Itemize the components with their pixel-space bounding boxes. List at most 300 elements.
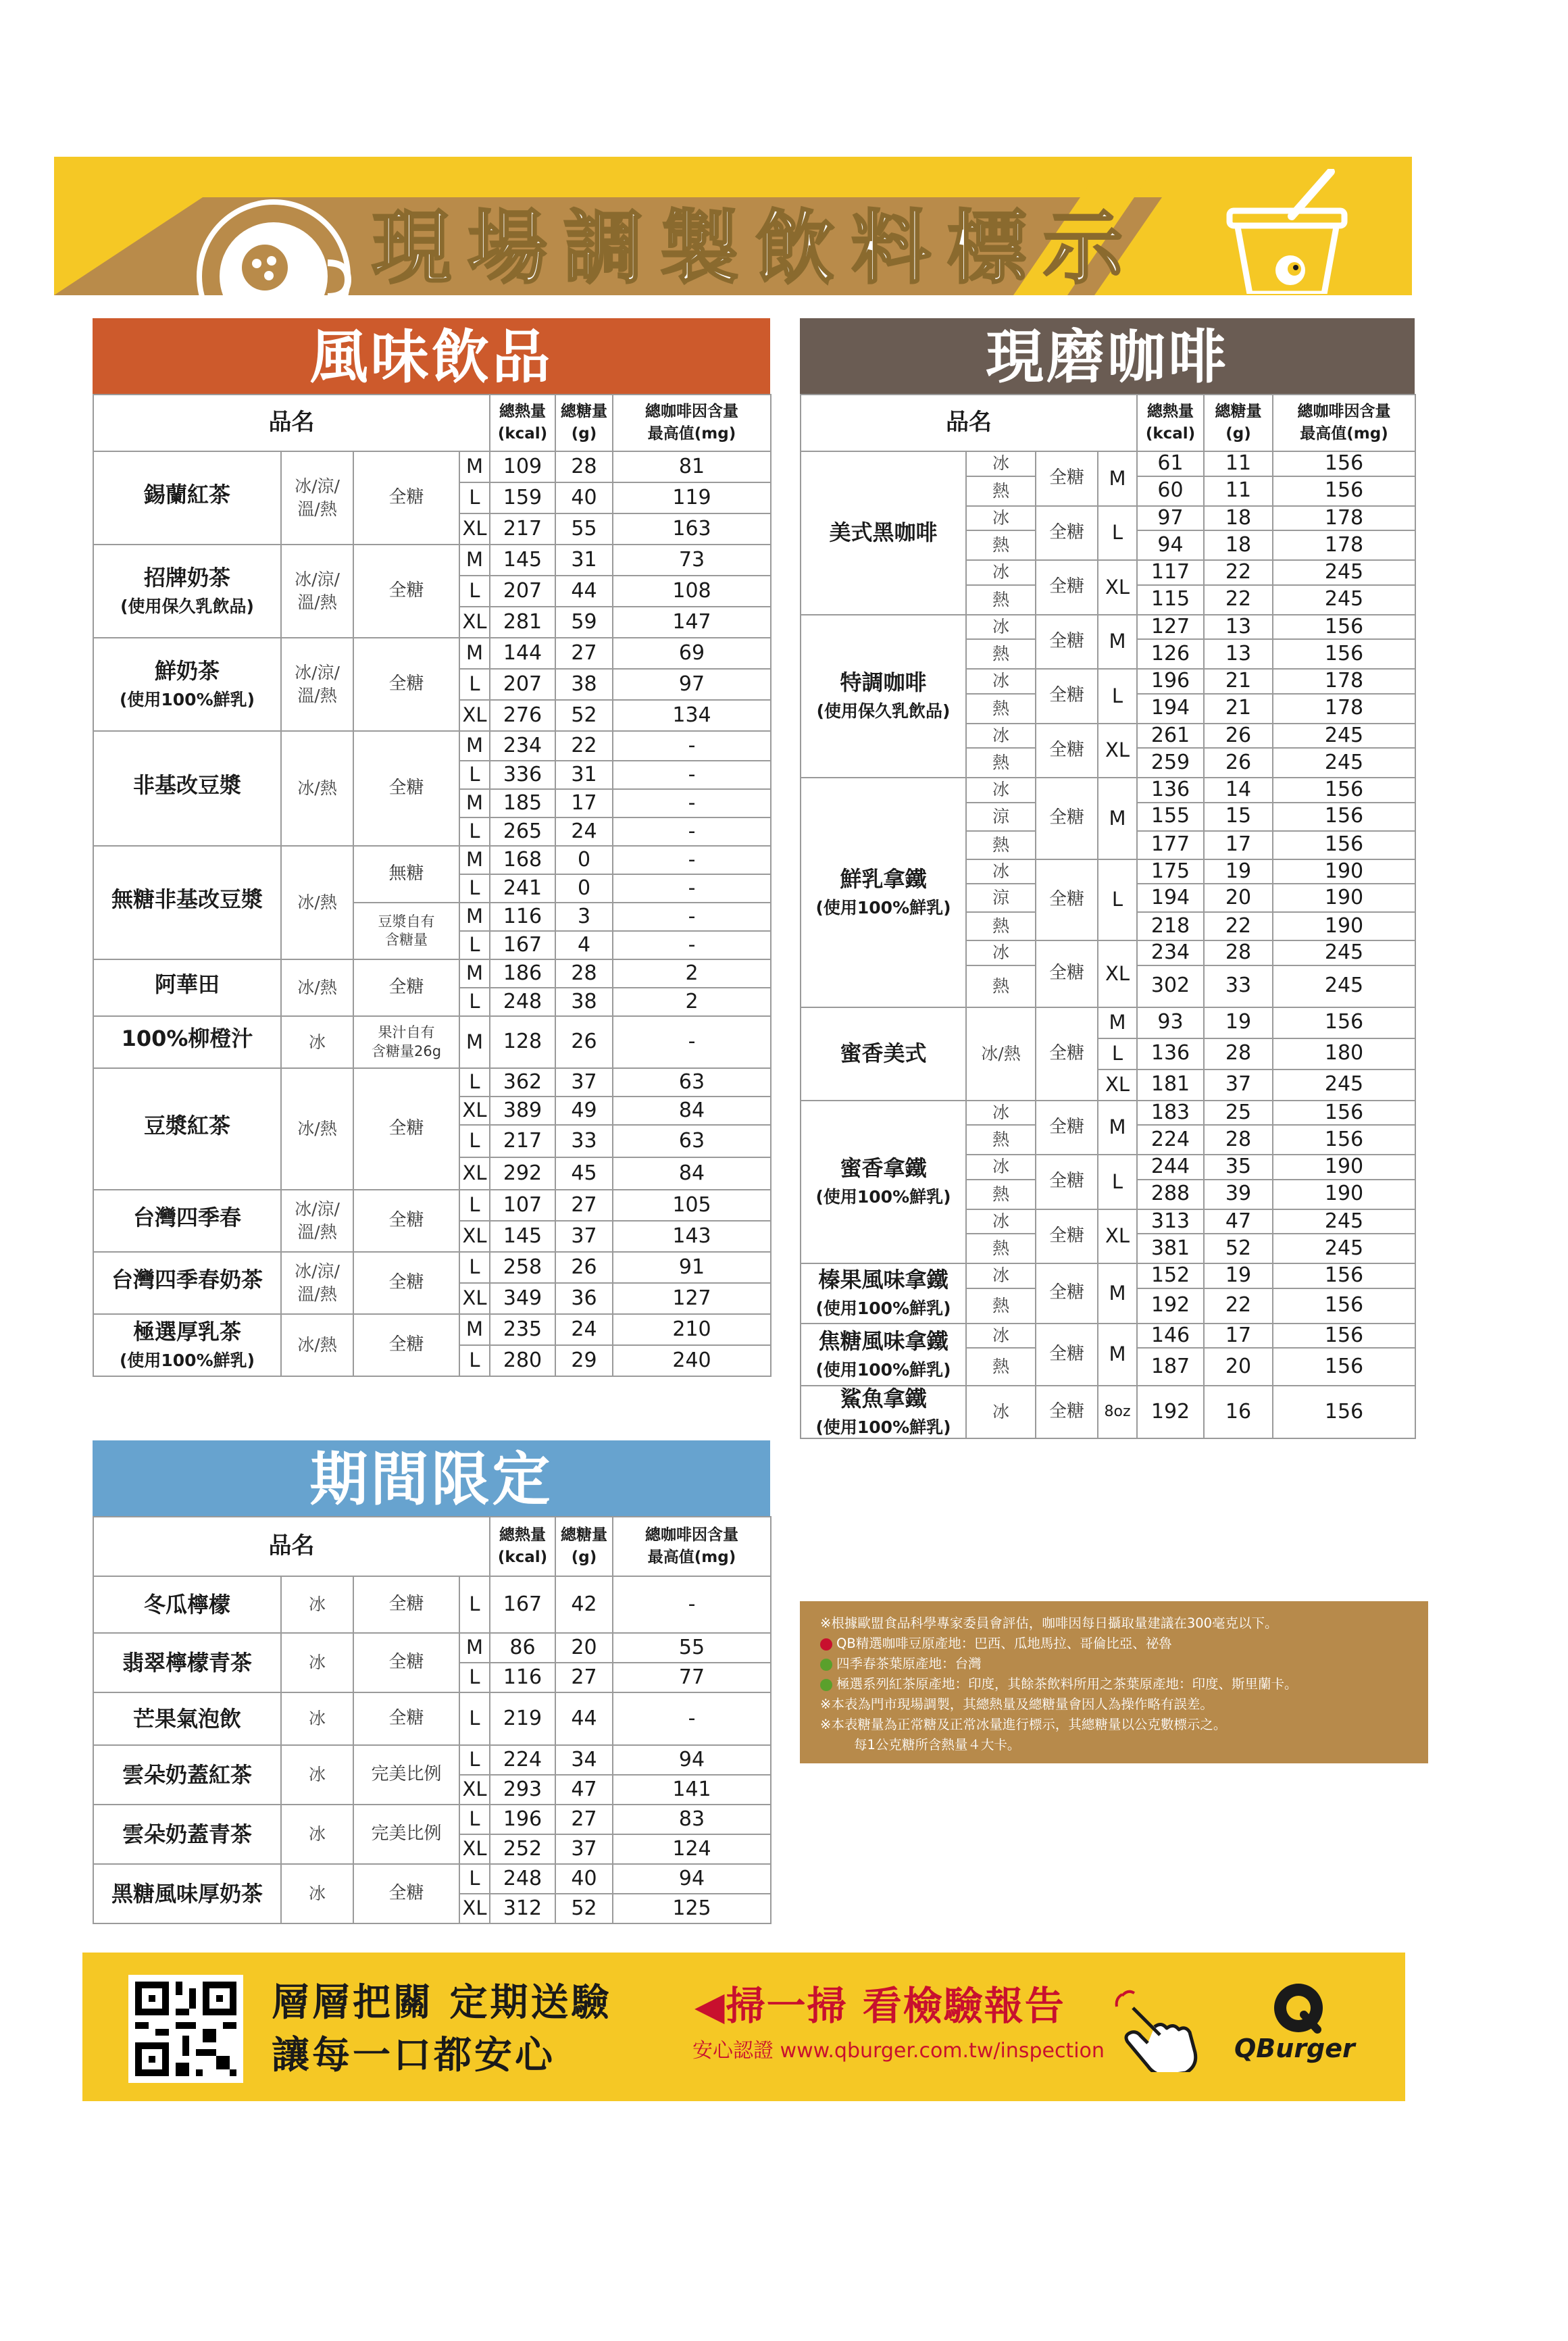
calories-cell: 336 (490, 761, 555, 789)
coffee-table (800, 394, 1416, 1439)
caffeine-cell: 55 (613, 1633, 771, 1663)
sugar-grams-cell: 0 (555, 874, 613, 903)
product-subtitle: (使用100%鮮乳) (815, 1417, 951, 1437)
table-row (801, 1324, 1415, 1349)
calories-cell: 293 (490, 1775, 555, 1805)
caffeine-cell: 156 (1273, 451, 1415, 476)
sugar-grams-cell: 13 (1204, 639, 1273, 669)
calories-cell: 145 (490, 1221, 555, 1252)
header-caffeine: 總咖啡因含量 最高值(mg) (1273, 395, 1415, 451)
note-line-calorie: 每1公克糖所含熱量４大卡。 (854, 1737, 1021, 1753)
table-row (93, 1068, 771, 1097)
temperature-cell: 冰/熱 (281, 959, 353, 1016)
sugar-grams-cell: 17 (1204, 831, 1273, 859)
sugar-grams-cell: 44 (555, 1692, 613, 1745)
product-name (801, 451, 966, 615)
size-cell: L (459, 669, 490, 700)
sugar-grams-cell: 40 (555, 1864, 613, 1894)
footer-banner (82, 1953, 1405, 2101)
calories-cell: 128 (490, 1016, 555, 1068)
note-line-caffeine: ※根據歐盟食品科學專家委員會評估，咖啡因每日攝取量建議在300毫克以下。 (820, 1615, 1278, 1631)
note-line-variance: ※本表為門市現場調製，其總熱量及總糖量會因人為操作略有誤差。 (820, 1696, 1213, 1712)
sugar-grams-cell: 52 (555, 1894, 613, 1923)
calories-cell: 235 (490, 1314, 555, 1345)
caffeine-cell: 77 (613, 1663, 771, 1692)
calories-cell: 248 (490, 1864, 555, 1894)
header-calories: 總熱量 (kcal) (490, 1517, 555, 1576)
size-cell: M (459, 451, 490, 482)
sugar-grams-cell: 13 (1204, 615, 1273, 640)
size-cell: M (459, 959, 490, 988)
temperature-cell: 熱 (966, 585, 1036, 615)
size-cell: M (459, 903, 490, 931)
caffeine-cell: 105 (613, 1190, 771, 1221)
product-name-text: 蜜香美式 (840, 1040, 927, 1067)
sugar-grams-cell: 18 (1204, 506, 1273, 531)
caffeine-cell: - (613, 731, 771, 761)
sugar-level-cell: 全糖 (353, 638, 459, 731)
product-name-text: 極選厚乳茶 (132, 1319, 241, 1345)
qr-code-icon[interactable] (128, 1975, 243, 2083)
calories-cell: 186 (490, 959, 555, 988)
product-name (93, 846, 281, 959)
calories-cell: 265 (490, 817, 555, 846)
flavor-table (93, 394, 772, 1377)
sugar-level-cell: 全糖 (353, 451, 459, 545)
calories-cell: 192 (1137, 1288, 1204, 1324)
note-line-coffee-origin: QB精選咖啡豆原產地：巴西、瓜地馬拉、哥倫比亞、祕魯 (820, 1634, 1411, 1654)
leaf-icon (820, 1659, 832, 1671)
temperature-cell: 冰/涼/ 溫/熱 (281, 1252, 353, 1314)
sugar-level-cell: 全糖 (353, 1068, 459, 1190)
caffeine-cell: 124 (613, 1834, 771, 1864)
sugar-grams-cell: 22 (1204, 912, 1273, 940)
sugar-grams-cell: 38 (555, 669, 613, 700)
caffeine-cell: 190 (1273, 884, 1415, 912)
sugar-grams-cell: 59 (555, 607, 613, 638)
calories-cell: 280 (490, 1345, 555, 1376)
caffeine-cell: 97 (613, 669, 771, 700)
product-name (93, 959, 281, 1016)
header-caffeine: 總咖啡因含量 最高值(mg) (613, 1517, 771, 1576)
calories-cell: 107 (490, 1190, 555, 1221)
calories-cell: 389 (490, 1097, 555, 1125)
size-cell: XL (459, 1157, 490, 1190)
product-subtitle: (使用100%鮮乳) (815, 1359, 951, 1380)
calories-cell: 259 (1137, 748, 1204, 778)
product-name-text: 非基改豆漿 (132, 772, 241, 798)
product-name (93, 451, 281, 545)
product-subtitle: (使用100%鮮乳) (119, 690, 255, 710)
sugar-grams-cell: 27 (555, 1805, 613, 1834)
table-row (93, 1805, 771, 1834)
caffeine-cell: 119 (613, 482, 771, 513)
temperature-cell: 冰/熱 (281, 1314, 353, 1376)
size-cell: L (459, 1252, 490, 1283)
sugar-level-cell: 全糖 (1036, 1155, 1098, 1209)
temperature-cell: 熱 (966, 694, 1036, 724)
table-row (93, 451, 771, 482)
caffeine-cell: 245 (1273, 585, 1415, 615)
sugar-grams-cell: 33 (555, 1125, 613, 1157)
calories-cell: 177 (1137, 831, 1204, 859)
calories-cell: 146 (1137, 1324, 1204, 1349)
calories-cell: 312 (490, 1894, 555, 1923)
sugar-grams-cell: 16 (1204, 1386, 1273, 1438)
caffeine-cell: 245 (1273, 940, 1415, 965)
calories-cell: 168 (490, 846, 555, 874)
temperature-cell: 冰/涼/ 溫/熱 (281, 451, 353, 545)
sugar-grams-cell: 26 (1204, 724, 1273, 749)
product-subtitle: (使用100%鮮乳) (119, 1351, 255, 1371)
product-name-text: 美式黑咖啡 (829, 520, 938, 546)
product-name: 冬瓜檸檬 (93, 1576, 281, 1633)
temperature-cell: 冰 (966, 1209, 1036, 1234)
product-name-text: 鮮奶茶 (154, 658, 220, 684)
size-cell: XL (459, 700, 490, 731)
caffeine-cell: - (613, 903, 771, 931)
temperature-cell: 熱 (966, 639, 1036, 669)
caffeine-cell: 94 (613, 1864, 771, 1894)
calories-cell: 234 (490, 731, 555, 761)
sugar-grams-cell: 44 (555, 576, 613, 607)
caffeine-cell: 245 (1273, 965, 1415, 1007)
note-line-black-tea-origin: 極選系列紅茶原產地：印度，其餘茶飲料所用之茶葉原產地：印度、斯里蘭卡。 (820, 1674, 1411, 1694)
caffeine-cell: 73 (613, 545, 771, 576)
calories-cell: 109 (490, 451, 555, 482)
temperature-cell: 冰 (966, 778, 1036, 803)
calories-cell: 248 (490, 988, 555, 1016)
table-row (93, 1633, 771, 1663)
calories-cell: 93 (1137, 1007, 1204, 1038)
sugar-grams-cell: 21 (1204, 694, 1273, 724)
sugar-grams-cell: 37 (555, 1221, 613, 1252)
temperature-cell: 冰 (966, 859, 1036, 884)
size-cell: L (1098, 1038, 1137, 1069)
temperature-cell: 涼 (966, 803, 1036, 831)
caffeine-cell: - (613, 846, 771, 874)
limited-section-title: 期間限定 (93, 1440, 770, 1516)
product-name (93, 638, 281, 731)
product-name-text: 招牌奶茶 (143, 565, 230, 591)
size-cell: L (459, 1864, 490, 1894)
calories-cell: 115 (1137, 585, 1204, 615)
product-name-text: 台灣四季春奶茶 (111, 1266, 263, 1292)
caffeine-cell: 108 (613, 576, 771, 607)
size-cell: M (459, 846, 490, 874)
calories-cell: 126 (1137, 639, 1204, 669)
product-name (801, 1263, 966, 1324)
calories-cell: 117 (1137, 560, 1204, 585)
size-cell: M (459, 731, 490, 761)
caffeine-cell: 178 (1273, 694, 1415, 724)
temperature-cell: 冰 (281, 1805, 353, 1864)
no-entry-icon (820, 1638, 832, 1651)
sugar-level-cell: 全糖 (353, 731, 459, 846)
size-cell: M (1098, 615, 1137, 670)
sugar-grams-cell: 52 (555, 700, 613, 731)
product-name: 翡翠檸檬青茶 (93, 1633, 281, 1692)
sugar-grams-cell: 35 (1204, 1155, 1273, 1180)
caffeine-cell: 127 (613, 1283, 771, 1314)
product-subtitle: (使用100%鮮乳) (815, 897, 951, 917)
sugar-level-cell: 全糖 (1036, 940, 1098, 1007)
size-cell: L (459, 874, 490, 903)
sugar-level-cell: 全糖 (353, 1864, 459, 1923)
temperature-cell: 冰 (966, 1386, 1036, 1438)
header-sugar: 總糖量 (g) (1204, 395, 1273, 451)
temperature-cell: 冰 (966, 560, 1036, 585)
brand-name: QBurger (1234, 2034, 1355, 2063)
sugar-level-cell: 全糖 (1036, 1209, 1098, 1264)
caffeine-cell: 245 (1273, 1069, 1415, 1101)
temperature-cell: 冰 (966, 615, 1036, 640)
calories-cell: 207 (490, 576, 555, 607)
size-cell: XL (459, 1283, 490, 1314)
table-row (93, 959, 771, 988)
caffeine-cell: 125 (613, 1894, 771, 1923)
sugar-grams-cell: 28 (1204, 1038, 1273, 1069)
size-cell: L (1098, 669, 1137, 724)
sugar-level-cell: 完美比例 (353, 1805, 459, 1864)
sugar-grams-cell: 38 (555, 988, 613, 1016)
calories-cell: 181 (1137, 1069, 1204, 1101)
temperature-cell: 冰 (966, 506, 1036, 531)
sugar-grams-cell: 27 (555, 638, 613, 669)
size-cell: L (459, 1805, 490, 1834)
calories-cell: 349 (490, 1283, 555, 1314)
calories-cell: 219 (490, 1692, 555, 1745)
size-cell: M (1098, 451, 1137, 506)
sugar-grams-cell: 28 (555, 451, 613, 482)
size-cell: M (1098, 1101, 1137, 1155)
temperature-cell: 熱 (966, 1125, 1036, 1155)
caffeine-cell: 84 (613, 1157, 771, 1190)
caffeine-cell: 134 (613, 700, 771, 731)
temperature-cell: 冰/涼/ 溫/熱 (281, 1190, 353, 1252)
table-row (93, 1576, 771, 1633)
calories-cell: 276 (490, 700, 555, 731)
caffeine-cell: 84 (613, 1097, 771, 1125)
calories-cell: 185 (490, 789, 555, 817)
temperature-cell: 冰/熱 (281, 846, 353, 959)
caffeine-cell: 69 (613, 638, 771, 669)
sugar-grams-cell: 21 (1204, 669, 1273, 694)
calories-cell: 194 (1137, 694, 1204, 724)
header-name: 品名 (93, 1517, 490, 1576)
sugar-level-cell: 全糖 (1036, 1386, 1098, 1438)
sugar-level-cell: 全糖 (353, 1314, 459, 1376)
calories-cell: 136 (1137, 1038, 1204, 1069)
sugar-grams-cell: 26 (555, 1016, 613, 1068)
size-cell: M (459, 545, 490, 576)
caffeine-cell: 245 (1273, 1209, 1415, 1234)
temperature-cell: 冰 (281, 1016, 353, 1068)
calories-cell: 116 (490, 903, 555, 931)
caffeine-cell: 156 (1273, 615, 1415, 640)
sugar-grams-cell: 24 (555, 817, 613, 846)
sugar-grams-cell: 22 (1204, 560, 1273, 585)
table-row (93, 545, 771, 576)
calories-cell: 61 (1137, 451, 1204, 476)
sugar-grams-cell: 34 (555, 1745, 613, 1775)
sugar-grams-cell: 17 (1204, 1324, 1273, 1349)
temperature-cell: 熱 (966, 476, 1036, 506)
calories-cell: 224 (1137, 1125, 1204, 1155)
calories-cell: 217 (490, 513, 555, 545)
sugar-grams-cell: 37 (555, 1834, 613, 1864)
sugar-grams-cell: 4 (555, 931, 613, 959)
sugar-level-cell: 全糖 (1036, 451, 1098, 506)
product-subtitle: (使用保久乳飲品) (120, 597, 254, 617)
sugar-level-cell: 無糖 (353, 846, 459, 903)
size-cell: L (459, 1692, 490, 1745)
calories-cell: 167 (490, 1576, 555, 1633)
calories-cell: 292 (490, 1157, 555, 1190)
header-sugar: 總糖量 (g) (555, 1517, 613, 1576)
sugar-grams-cell: 20 (1204, 884, 1273, 912)
calories-cell: 152 (1137, 1263, 1204, 1288)
sugar-level-cell: 全糖 (353, 1692, 459, 1745)
size-cell: L (459, 988, 490, 1016)
temperature-cell: 熱 (966, 1288, 1036, 1324)
table-row (93, 731, 771, 761)
size-cell: M (459, 789, 490, 817)
product-name (93, 1252, 281, 1314)
caffeine-cell: 156 (1273, 831, 1415, 859)
temperature-cell: 冰/涼/ 溫/熱 (281, 545, 353, 638)
sugar-level-cell: 全糖 (1036, 669, 1098, 724)
product-name: 雲朵奶蓋青茶 (93, 1805, 281, 1864)
caffeine-cell: 190 (1273, 1180, 1415, 1209)
size-cell: M (459, 1633, 490, 1663)
inspection-url[interactable]: 安心認證 www.qburger.com.tw/inspection (692, 2039, 1105, 2063)
caffeine-cell: 245 (1273, 748, 1415, 778)
sugar-level-cell: 全糖 (1036, 1263, 1098, 1324)
size-cell: L (459, 1125, 490, 1157)
size-cell: M (459, 1314, 490, 1345)
caffeine-cell: 143 (613, 1221, 771, 1252)
sugar-grams-cell: 29 (555, 1345, 613, 1376)
calories-cell: 217 (490, 1125, 555, 1157)
temperature-cell: 熱 (966, 748, 1036, 778)
sugar-grams-cell: 28 (1204, 1125, 1273, 1155)
sugar-grams-cell: 52 (1204, 1234, 1273, 1263)
size-cell: M (1098, 778, 1137, 859)
sugar-level-cell: 全糖 (1036, 1007, 1098, 1101)
hand-pointer-icon (1113, 1988, 1207, 2072)
product-name-text: 鮮乳拿鐵 (840, 865, 927, 892)
calories-cell: 196 (1137, 669, 1204, 694)
caffeine-cell: 156 (1273, 1007, 1415, 1038)
caffeine-cell: 63 (613, 1125, 771, 1157)
size-cell: L (459, 817, 490, 846)
table-row (801, 778, 1415, 803)
calories-cell: 244 (1137, 1155, 1204, 1180)
sugar-level-cell: 果汁自有 含糖量26g (353, 1016, 459, 1068)
sugar-grams-cell: 22 (1204, 585, 1273, 615)
sugar-grams-cell: 19 (1204, 1263, 1273, 1288)
sugar-grams-cell: 26 (1204, 748, 1273, 778)
size-cell: L (459, 761, 490, 789)
caffeine-cell: - (613, 1016, 771, 1068)
calories-cell: 144 (490, 638, 555, 669)
header-name: 品名 (93, 395, 490, 451)
sugar-level-cell: 全糖 (353, 1252, 459, 1314)
header-caffeine: 總咖啡因含量 最高值(mg) (613, 395, 771, 451)
note-line-tea-origin: 四季春茶葉原產地：台灣 (820, 1654, 1411, 1674)
product-name-text: 無糖非基改豆漿 (111, 886, 263, 912)
product-name (93, 1314, 281, 1376)
sugar-grams-cell: 15 (1204, 803, 1273, 831)
calories-cell: 159 (490, 482, 555, 513)
size-cell: XL (459, 1097, 490, 1125)
caffeine-cell: 178 (1273, 506, 1415, 531)
sugar-level-cell: 全糖 (1036, 724, 1098, 778)
sugar-grams-cell: 31 (555, 545, 613, 576)
sugar-grams-cell: 24 (555, 1314, 613, 1345)
temperature-cell: 冰 (281, 1576, 353, 1633)
sugar-grams-cell: 47 (1204, 1209, 1273, 1234)
caffeine-cell: 156 (1273, 1348, 1415, 1386)
calories-cell: 192 (1137, 1386, 1204, 1438)
sugar-level-cell: 全糖 (1036, 1324, 1098, 1386)
caffeine-cell: 156 (1273, 778, 1415, 803)
coffee-cup-logo-icon (196, 199, 351, 295)
caffeine-cell: 156 (1273, 476, 1415, 506)
caffeine-cell: 156 (1273, 639, 1415, 669)
product-name-text: 榛果風味拿鐵 (818, 1267, 949, 1293)
sugar-grams-cell: 18 (1204, 530, 1273, 560)
temperature-cell: 冰 (966, 940, 1036, 965)
size-cell: XL (459, 513, 490, 545)
sugar-grams-cell: 20 (1204, 1348, 1273, 1386)
product-name-text: 蜜香拿鐵 (840, 1155, 927, 1182)
caffeine-cell: 245 (1273, 1234, 1415, 1263)
sugar-grams-cell: 19 (1204, 1007, 1273, 1038)
calories-cell: 116 (490, 1663, 555, 1692)
header-sugar: 總糖量 (g) (555, 395, 613, 451)
product-name-text: 錫蘭紅茶 (143, 481, 230, 507)
header-calories: 總熱量 (kcal) (1137, 395, 1204, 451)
product-subtitle: (使用100%鮮乳) (815, 1299, 951, 1319)
table-row (801, 1386, 1415, 1438)
size-cell: XL (459, 607, 490, 638)
product-name (801, 1386, 966, 1438)
size-cell: L (1098, 506, 1137, 561)
caffeine-cell: 2 (613, 959, 771, 988)
temperature-cell: 冰/熱 (281, 1068, 353, 1190)
caffeine-cell: 141 (613, 1775, 771, 1805)
calories-cell: 258 (490, 1252, 555, 1283)
temperature-cell: 冰 (966, 451, 1036, 476)
calories-cell: 261 (1137, 724, 1204, 749)
size-cell: XL (1098, 724, 1137, 778)
qburger-logo-icon (1231, 1973, 1386, 2081)
product-name-text: 焦糖風味拿鐵 (818, 1328, 949, 1354)
header-banner (54, 157, 1412, 295)
product-name (801, 778, 966, 1007)
caffeine-cell: 63 (613, 1068, 771, 1097)
calories-cell: 60 (1137, 476, 1204, 506)
table-row (93, 1016, 771, 1068)
table-row (93, 638, 771, 669)
caffeine-cell: 178 (1273, 530, 1415, 560)
size-cell: L (1098, 1155, 1137, 1209)
calories-cell: 252 (490, 1834, 555, 1864)
calories-cell: 94 (1137, 530, 1204, 560)
size-cell: L (459, 1345, 490, 1376)
